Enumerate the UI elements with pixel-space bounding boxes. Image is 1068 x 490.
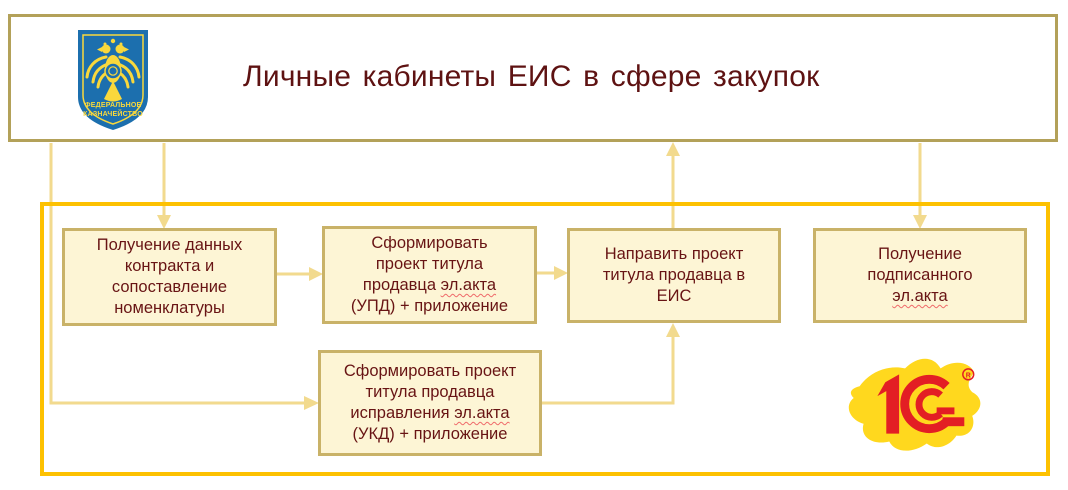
flow-box-label: Получение подписанного эл.акта: [867, 244, 973, 306]
page-title: Личные кабинеты ЕИС в сфере закупок: [243, 60, 820, 93]
flow-box-send-to-eis: [567, 228, 781, 323]
flow-box-label: Сформировать проект титула продавца исправления эл.акта (УКД) + приложение: [343, 361, 517, 444]
flow-box-signed-act: [813, 228, 1027, 323]
1c-logo-icon: [830, 346, 988, 456]
flow-box-label: Сформировать проект титула продавца эл.акта (УПД) + приложение: [350, 233, 509, 316]
svg-text:R: R: [965, 372, 971, 380]
flow-box-label: Получение данных контракта и сопоставление номенклатуры: [96, 235, 243, 318]
spellchecked-term: эл.акта: [892, 287, 948, 306]
flow-box-ukd-draft: [318, 350, 542, 456]
emblem-text-line1: ФЕДЕРАЛЬНОЕ: [84, 102, 142, 109]
federal-treasury-emblem-icon: [75, 27, 151, 133]
flow-box-contract-data: [62, 228, 277, 326]
emblem-text-line2: КАЗНАЧЕЙСТВО: [83, 111, 143, 118]
spellchecked-term: эл.акта: [440, 276, 497, 294]
flow-box-label: Направить проект титула продавца в ЕИС: [602, 244, 746, 306]
spellchecked-term: эл.акта: [454, 404, 510, 422]
flow-box-upd-draft: [322, 226, 537, 324]
